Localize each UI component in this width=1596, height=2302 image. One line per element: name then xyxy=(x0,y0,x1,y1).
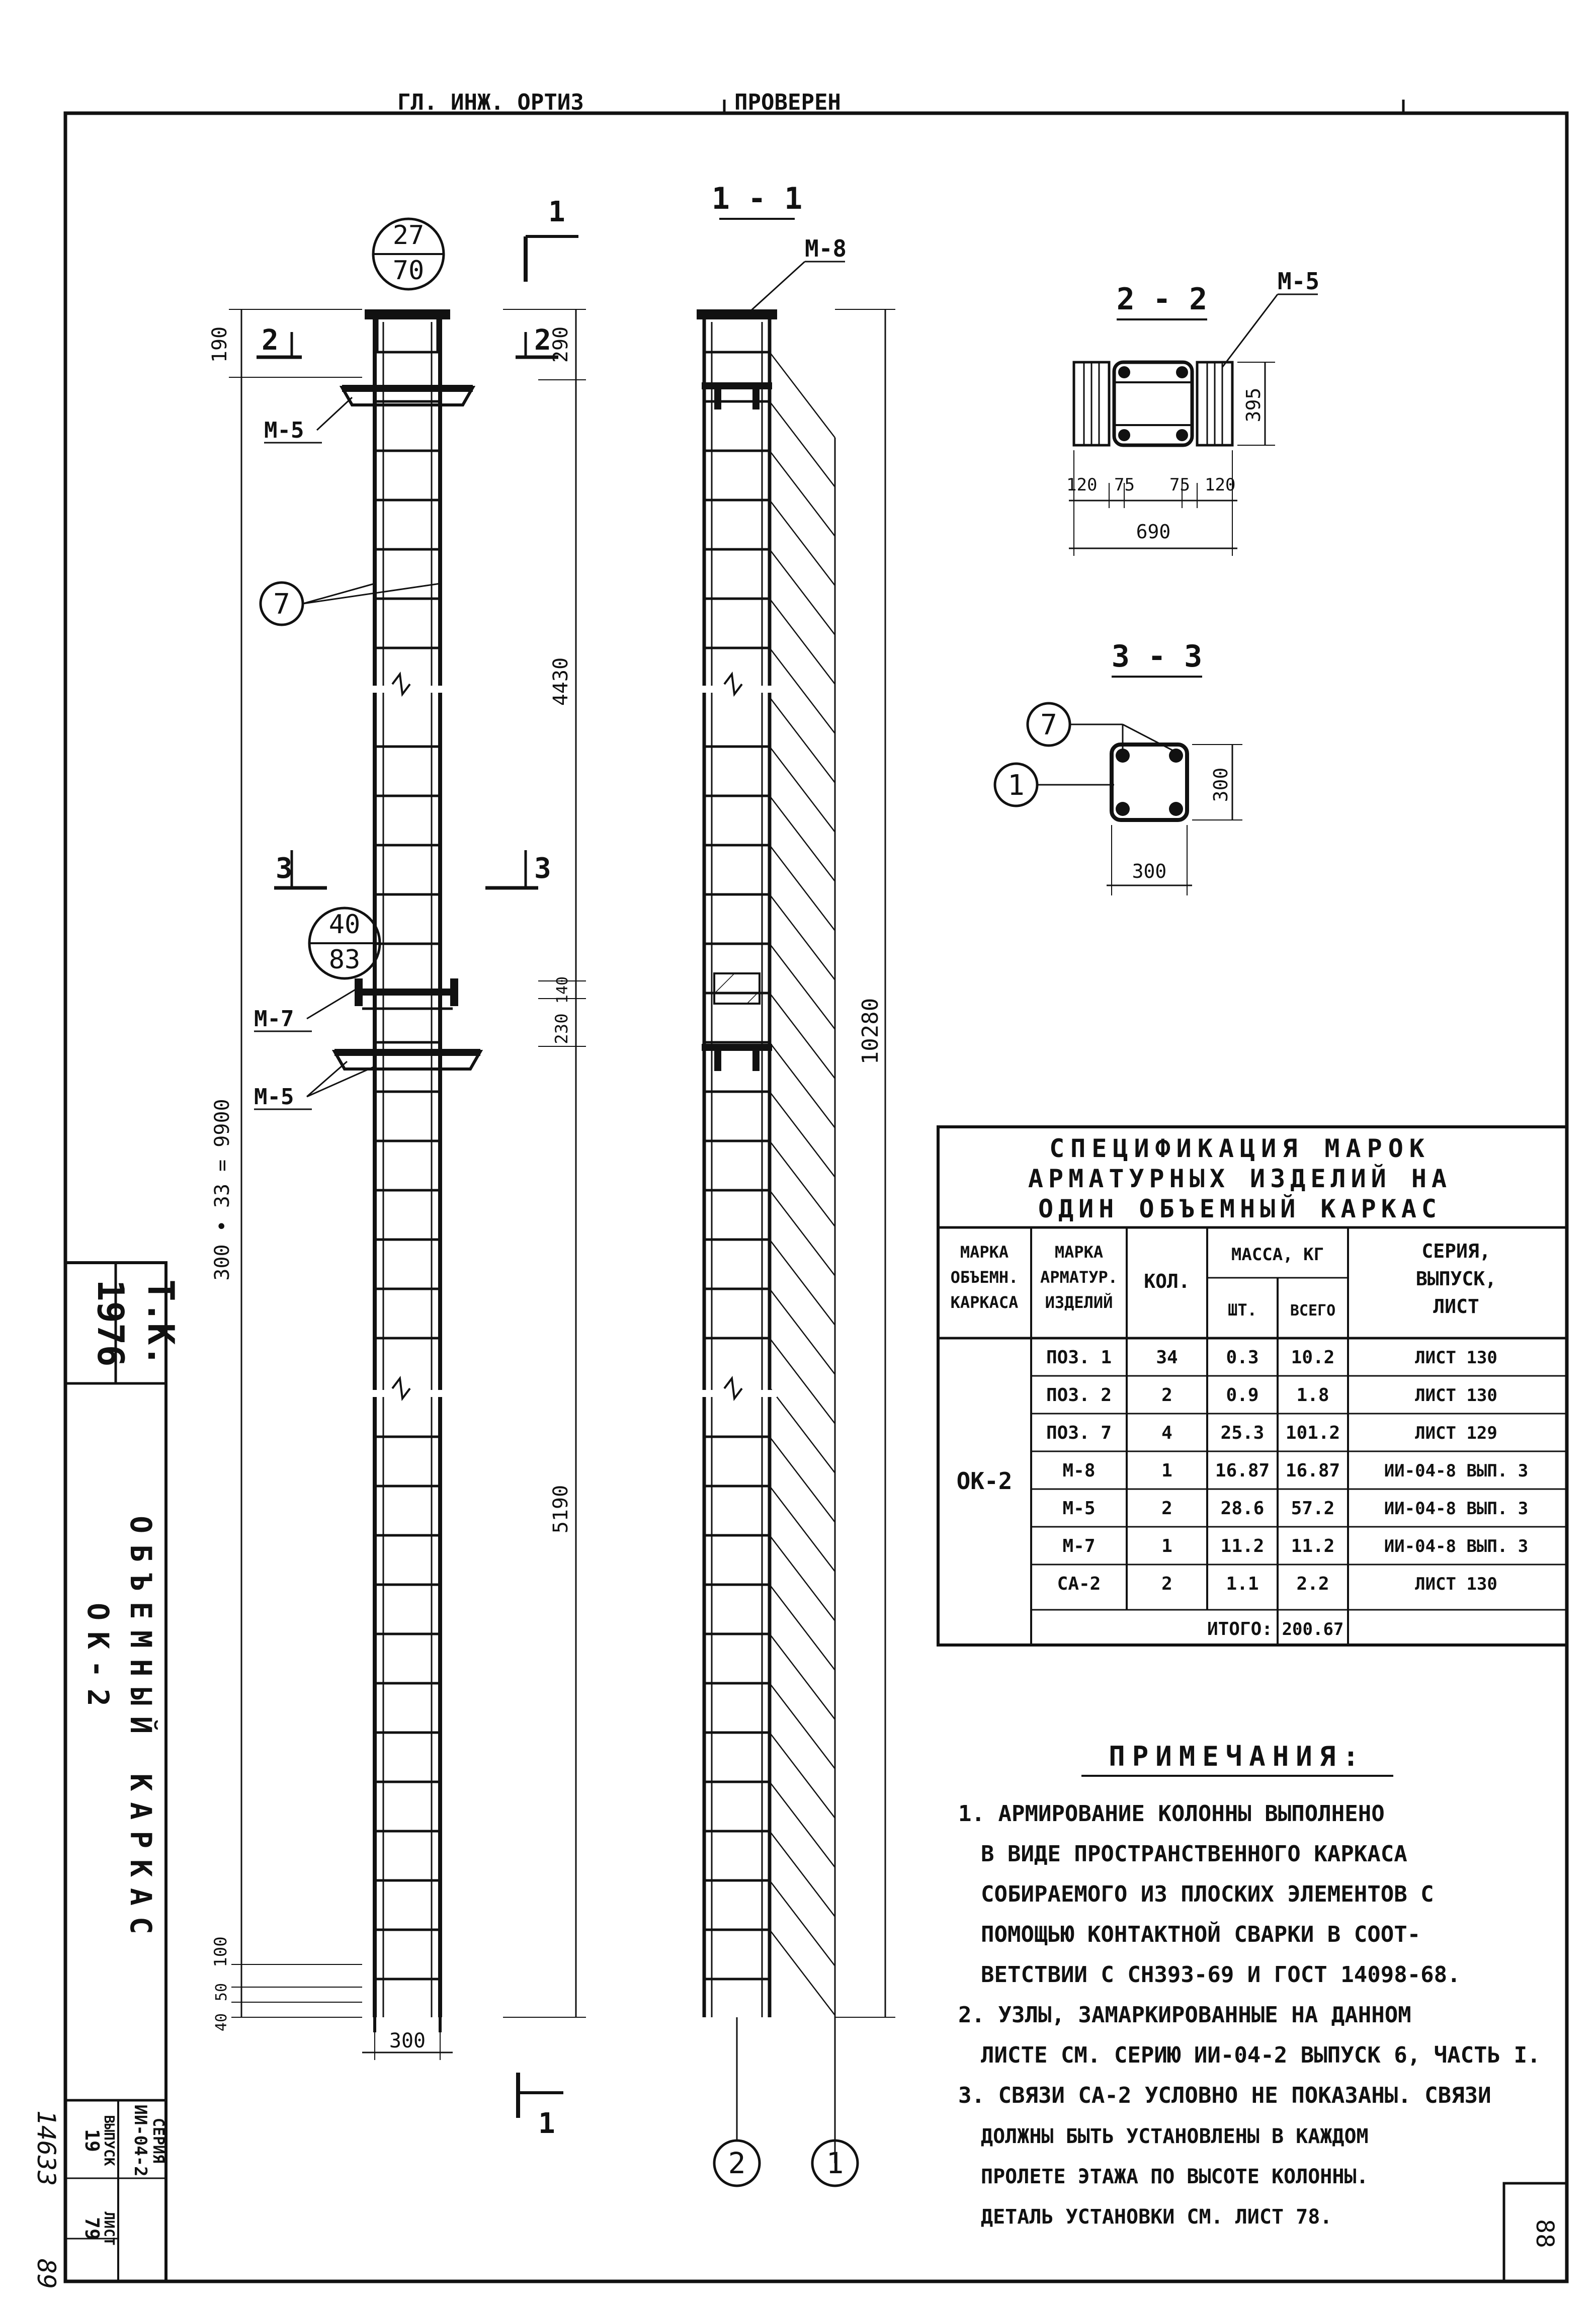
spec-cell-qty: 2 xyxy=(1161,1498,1172,1519)
spec-cell-mark: М-8 xyxy=(1062,1460,1096,1481)
section-2-2-dim-690: 690 xyxy=(1136,521,1171,543)
header-left: ГЛ. ИНЖ. ОРТИЗ xyxy=(397,90,584,115)
section-1-1 xyxy=(697,181,895,2186)
tie-diagonal xyxy=(770,1042,835,1128)
spec-cell-qty: 1 xyxy=(1161,1536,1172,1556)
spec-h-total: ВСЕГО xyxy=(1290,1302,1336,1320)
note-line: ЛИСТЕ СМ. СЕРИЮ ИИ-04-2 ВЫПУСК 6, ЧАСТЬ I. xyxy=(981,2042,1541,2068)
section-pos-1: 1 xyxy=(826,2146,844,2180)
node-top-sheet: 70 xyxy=(392,256,425,286)
tie-diagonal xyxy=(770,352,835,438)
node-marker-top xyxy=(373,219,444,289)
cut-1-label-top: 1 xyxy=(548,196,565,228)
m5-label-mid: М-5 xyxy=(254,1084,294,1110)
notes-lines xyxy=(958,1801,1541,2229)
node-top-number: 27 xyxy=(392,220,425,251)
header-strip xyxy=(397,90,1403,115)
elevation-dims-right xyxy=(503,309,586,2017)
spec-cell-ref: ИИ-04-8 ВЫП. 3 xyxy=(1384,1536,1529,1556)
tie-diagonal xyxy=(770,1634,835,1719)
spec-cell-unit: 11.2 xyxy=(1220,1536,1265,1556)
cut-1-label-bottom: 1 xyxy=(538,2107,555,2140)
cut-2-label-left: 2 xyxy=(262,324,279,357)
tie-diagonal xyxy=(770,697,835,783)
spec-cell-total: 57.2 xyxy=(1291,1498,1335,1519)
spec-h-series-3: ЛИСТ xyxy=(1433,1295,1479,1318)
spec-cell-qty: 34 xyxy=(1156,1347,1178,1368)
stamp-series: ИИ-04-2 xyxy=(130,2104,150,2177)
section-1-1-m8: М-8 xyxy=(805,235,847,262)
section-3-3-pos-1: 1 xyxy=(1007,769,1025,802)
tie-diagonal xyxy=(770,451,835,536)
spec-cell-ref: ЛИСТ 130 xyxy=(1415,1385,1497,1406)
spec-cell-mark: ПОЗ. 1 xyxy=(1046,1347,1112,1368)
pos-7-label: 7 xyxy=(273,588,290,621)
spec-h1-line3: КАРКАСА xyxy=(950,1293,1019,1312)
section-3-3-dim-300-w: 300 xyxy=(1132,860,1167,882)
tie-diagonal xyxy=(770,549,835,635)
margin-page: 89 xyxy=(32,2258,61,2289)
spec-title-1: СПЕЦИФИКАЦИЯ МАРОК xyxy=(1049,1134,1431,1163)
note-line: В ВИДЕ ПРОСТРАНСТВЕННОГО КАРКАСА xyxy=(981,1841,1407,1867)
section-2-2-dim-75-left: 75 xyxy=(1114,475,1135,495)
label-m5-top xyxy=(264,397,352,443)
note-line: ДЕТАЛЬ УСТАНОВКИ СМ. ЛИСТ 78. xyxy=(981,2205,1332,2229)
dim-50: 50 xyxy=(213,1983,230,2002)
section-3-3-title: 3 - 3 xyxy=(1111,639,1203,674)
tie-diagonal xyxy=(770,1683,835,1769)
section-2-2-dim-120-right: 120 xyxy=(1205,475,1236,495)
spec-cell-total: 16.87 xyxy=(1285,1460,1340,1481)
dim-230: 230 xyxy=(552,1013,572,1044)
spec-cell-qty: 2 xyxy=(1161,1385,1172,1406)
spec-cell-ref: ЛИСТ 129 xyxy=(1415,1423,1497,1443)
section-2-2-m5: М-5 xyxy=(1278,268,1320,295)
spec-cell-unit: 28.6 xyxy=(1220,1498,1265,1519)
position-7-marker xyxy=(261,583,440,625)
spec-cell-total: 1.8 xyxy=(1296,1385,1329,1406)
note-line: ПРОЛЕТЕ ЭТАЖА ПО ВЫСОТЕ КОЛОННЫ. xyxy=(981,2165,1369,2188)
tie-diagonal xyxy=(770,1289,835,1374)
spec-cell-total: 2.2 xyxy=(1296,1574,1329,1594)
cut-2-label-right: 2 xyxy=(534,324,551,357)
section-pos-2: 2 xyxy=(728,2146,746,2180)
tie-diagonal xyxy=(770,845,835,931)
stamp-org: Т.К. xyxy=(140,1279,182,1367)
spec-cell-total: 10.2 xyxy=(1291,1347,1335,1368)
spec-cell-ref: ЛИСТ 130 xyxy=(1415,1574,1497,1594)
cut-mark-3-left xyxy=(274,850,327,888)
section-2-2-title: 2 - 2 xyxy=(1116,282,1208,317)
dim-290: 290 xyxy=(549,326,572,363)
elevation-view xyxy=(334,309,480,2032)
tie-diagonal xyxy=(770,944,835,1029)
spec-cell-unit: 1.1 xyxy=(1226,1574,1259,1594)
spec-table xyxy=(938,1127,1567,1645)
spec-h-unit: ШТ. xyxy=(1228,1300,1257,1320)
tie-diagonal xyxy=(770,1190,835,1276)
margin-number: 14633 xyxy=(32,2110,61,2186)
spec-cell-mark: М-5 xyxy=(1062,1498,1096,1519)
spec-h-series-1: СЕРИЯ, xyxy=(1421,1240,1491,1262)
elevation-stirrups xyxy=(375,352,440,1979)
spec-h1-line2: ОБЪЕМН. xyxy=(950,1268,1019,1287)
dim-140: 140 xyxy=(554,976,571,1004)
section-2-2-dim-75-right: 75 xyxy=(1169,475,1190,495)
cut-mark-1-bottom xyxy=(518,2073,563,2140)
spec-h2-line1: МАРКА xyxy=(1054,1243,1104,1262)
tie-diagonal xyxy=(770,648,835,733)
spec-cell-mark: ПОЗ. 2 xyxy=(1046,1385,1112,1406)
spec-cell-qty: 4 xyxy=(1161,1423,1172,1443)
tie-diagonal xyxy=(770,1831,835,1917)
title-block xyxy=(65,1263,182,2281)
section-3-3-pos-7: 7 xyxy=(1040,709,1057,742)
dim-100: 100 xyxy=(211,1936,231,1967)
spec-h3: КОЛ. xyxy=(1144,1270,1190,1292)
corner-number: 88 xyxy=(1531,2219,1559,2248)
stamp-series-label: СЕРИЯ xyxy=(149,2117,167,2164)
spec-title-2: АРМАТУРНЫХ ИЗДЕЛИЙ НА xyxy=(1028,1164,1452,1193)
spec-cell-total: 11.2 xyxy=(1291,1536,1335,1556)
stamp-issue-label: ВЫПУСК xyxy=(101,2115,118,2166)
cut-mark-2-left xyxy=(257,324,302,357)
spec-h-series-2: ВЫПУСК, xyxy=(1415,1268,1497,1290)
tie-diagonal xyxy=(770,796,835,881)
tie-diagonal xyxy=(770,1387,835,1473)
node-marker-mid xyxy=(309,908,380,978)
dim-width-300: 300 xyxy=(389,2029,426,2052)
section-height-10280: 10280 xyxy=(858,998,883,1065)
stamp-code: ОК-2 xyxy=(81,1603,115,1717)
tie-diagonal xyxy=(770,1585,835,1670)
spec-cell-mark: СА-2 xyxy=(1057,1574,1101,1594)
spec-cell-ref: ЛИСТ 130 xyxy=(1415,1348,1497,1368)
spec-h2-line2: АРМАТУР. xyxy=(1040,1268,1118,1287)
section-2-2 xyxy=(1066,268,1319,556)
tie-diagonal xyxy=(770,599,835,684)
spec-cell-total: 101.2 xyxy=(1285,1423,1340,1443)
section-1-1-title: 1 - 1 xyxy=(711,181,803,216)
stamp-year: 1976 xyxy=(90,1279,132,1367)
tie-diagonal xyxy=(770,1338,835,1424)
note-line: 3. СВЯЗИ СА-2 УСЛОВНО НЕ ПОКАЗАНЫ. СВЯЗИ xyxy=(958,2083,1491,2108)
notes-block xyxy=(958,1741,1541,2229)
stamp-sheet-label: ЛИСТ xyxy=(101,2211,118,2246)
spec-cell-mark: ПОЗ. 7 xyxy=(1046,1423,1112,1443)
note-line: 2. УЗЛЫ, ЗАМАРКИРОВАННЫЕ НА ДАННОМ xyxy=(958,2002,1411,2028)
tie-diagonal xyxy=(770,1092,835,1177)
section-stirrups xyxy=(704,352,770,1979)
note-line: ПОМОЩЬЮ КОНТАКТНОЙ СВАРКИ В СООТ- xyxy=(981,1922,1421,1947)
spec-h1-line1: МАРКА xyxy=(960,1243,1009,1262)
section-2-2-dim-120-left: 120 xyxy=(1066,475,1098,495)
cut-3-label-right: 3 xyxy=(534,852,551,885)
elevation-dims-left xyxy=(208,309,362,2031)
tie-diagonal xyxy=(770,1240,835,1325)
tie-diagonal xyxy=(770,1880,835,1966)
tie-diagonal xyxy=(770,1486,835,1572)
dim-total-9900: 300 • 33 = 9900 xyxy=(211,1099,234,1281)
section-diagonals xyxy=(770,352,835,2015)
stamp-sheet: 79 xyxy=(81,2217,103,2240)
note-line: 1. АРМИРОВАНИЕ КОЛОННЫ ВЫПОЛНЕНО xyxy=(958,1801,1385,1827)
tie-diagonal xyxy=(770,1141,835,1226)
section-2-2-dim-395: 395 xyxy=(1242,387,1265,423)
spec-cell-unit: 0.3 xyxy=(1226,1347,1259,1368)
spec-rows xyxy=(1046,1347,1528,1594)
stamp-issue: 19 xyxy=(81,2129,103,2152)
tie-diagonal xyxy=(770,1930,835,2015)
note-line: ВЕТСТВИИ С СН393-69 И ГОСТ 14098-68. xyxy=(981,1962,1461,1988)
tie-diagonal xyxy=(770,894,835,980)
spec-cell-qty: 2 xyxy=(1161,1574,1172,1594)
section-3-3 xyxy=(995,639,1242,895)
spec-cell-unit: 25.3 xyxy=(1220,1423,1265,1443)
cut-mark-1-top xyxy=(526,196,578,282)
cut-mark-3-right xyxy=(485,850,551,888)
dim-190: 190 xyxy=(208,326,231,363)
spec-total-value: 200.67 xyxy=(1282,1619,1344,1639)
spec-total-label: ИТОГО: xyxy=(1207,1619,1273,1639)
spec-h2-line3: ИЗДЕЛИЙ xyxy=(1045,1293,1113,1312)
tie-diagonal xyxy=(770,1782,835,1867)
header-right: ПРОВЕРЕН xyxy=(734,90,841,115)
dim-4430: 4430 xyxy=(549,657,572,706)
corner-number-box xyxy=(1504,2183,1567,2281)
section-3-3-dim-300-h: 300 xyxy=(1210,767,1232,802)
stamp-title: ОБЪЕМНЫЙ КАРКАС xyxy=(124,1516,158,1945)
m7-label: М-7 xyxy=(254,1006,294,1032)
spec-cell-unit: 0.9 xyxy=(1226,1385,1259,1406)
dim-5190: 5190 xyxy=(549,1485,572,1534)
spec-cell-qty: 1 xyxy=(1161,1460,1172,1481)
spec-cell-ref: ИИ-04-8 ВЫП. 3 xyxy=(1384,1499,1529,1519)
note-line: ДОЛЖНЫ БЫТЬ УСТАНОВЛЕНЫ В КАЖДОМ xyxy=(981,2125,1369,2148)
label-m7 xyxy=(254,989,357,1032)
node-mid-number: 40 xyxy=(328,910,361,940)
spec-frame-mark: ОК-2 xyxy=(956,1467,1013,1495)
tie-diagonal xyxy=(770,500,835,586)
note-line: СОБИРАЕМОГО ИЗ ПЛОСКИХ ЭЛЕМЕНТОВ С xyxy=(981,1881,1434,1907)
node-mid-sheet: 83 xyxy=(328,945,361,975)
spec-cell-mark: М-7 xyxy=(1062,1536,1096,1556)
spec-cell-unit: 16.87 xyxy=(1215,1460,1270,1481)
elevation-width-dim xyxy=(362,2029,453,2060)
spec-cell-ref: ИИ-04-8 ВЫП. 3 xyxy=(1384,1461,1529,1481)
tie-diagonal xyxy=(770,1733,835,1818)
notes-title: ПРИМЕЧАНИЯ: xyxy=(1109,1741,1366,1772)
tie-diagonal xyxy=(770,747,835,832)
tie-diagonal xyxy=(770,1437,835,1522)
dim-40: 40 xyxy=(213,2013,230,2032)
tie-diagonal xyxy=(770,993,835,1079)
spec-title-3: ОДИН ОБЪЕМНЫЙ КАРКАС xyxy=(1038,1194,1442,1223)
tie-diagonal xyxy=(770,1535,835,1621)
tie-diagonal xyxy=(770,401,835,487)
spec-h-mass: МАССА, КГ xyxy=(1231,1245,1324,1265)
m5-label-top: М-5 xyxy=(264,418,304,443)
cut-3-label-left: 3 xyxy=(276,852,293,885)
